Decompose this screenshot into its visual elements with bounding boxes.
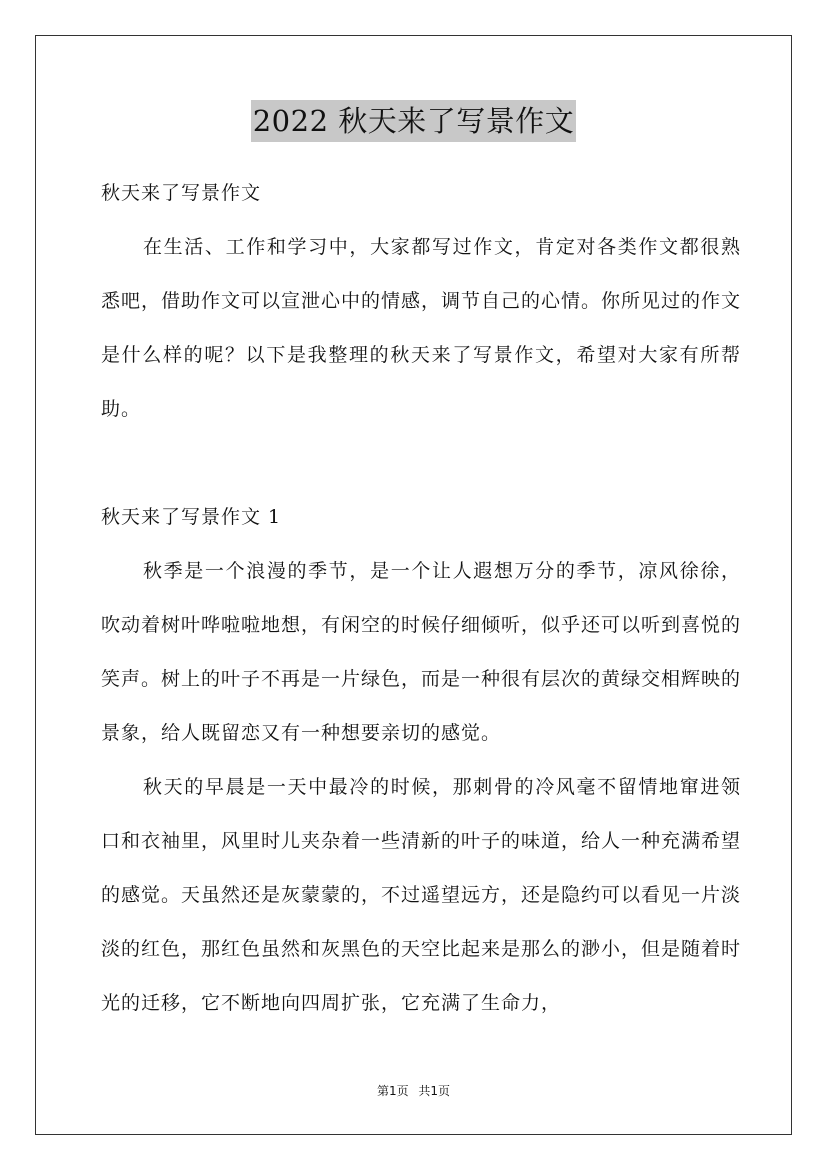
document-title: 2022 秋天来了写景作文 [251, 100, 577, 142]
section-spacer [101, 436, 741, 490]
page-number-current: 第1页 [376, 1084, 409, 1098]
section1-paragraph-1: 秋季是一个浪漫的季节，是一个让人遐想万分的季节，凉风徐徐，吹动着树叶哗啦啦地想，有闲空的时候仔细倾听，似乎还可以听到喜悦的笑声。树上的叶子不再是一片绿色，而是一种很有层次的黄绿交相辉映的景象，给人既留恋又有一种想要亲切的感觉。 [101, 560, 742, 744]
section1-heading: 秋天来了写景作文 1 [101, 506, 282, 528]
section1-paragraph-2: 秋天的早晨是一天中最冷的时候，那刺骨的冷风毫不留情地窜进领口和衣袖里，风里时儿夹杂着一些清新的叶子的味道，给人一种充满希望的感觉。天虽然还是灰蒙蒙的，不过遥望远方，还是隐约可以看见一片淡淡的红色，那红色虽然和灰黑色的天空比起来是那么的渺小，但是随着时光的迁移，它不断地向四周扩张，它充满了生命力， [101, 776, 742, 1014]
intro-heading: 秋天来了写景作文 [101, 182, 262, 204]
document-body [101, 166, 741, 1030]
page-number-total: 共1页 [418, 1084, 451, 1098]
intro-paragraph: 在生活、工作和学习中，大家都写过作文，肯定对各类作文都很熟悉吧，借助作文可以宣泄心中的情感，调节自己的心情。你所见过的作文是什么样的呢？以下是我整理的秋天来了写景作文，希望对大家有所帮助。 [101, 236, 742, 420]
title-container [0, 100, 827, 142]
page-footer [0, 1082, 827, 1099]
